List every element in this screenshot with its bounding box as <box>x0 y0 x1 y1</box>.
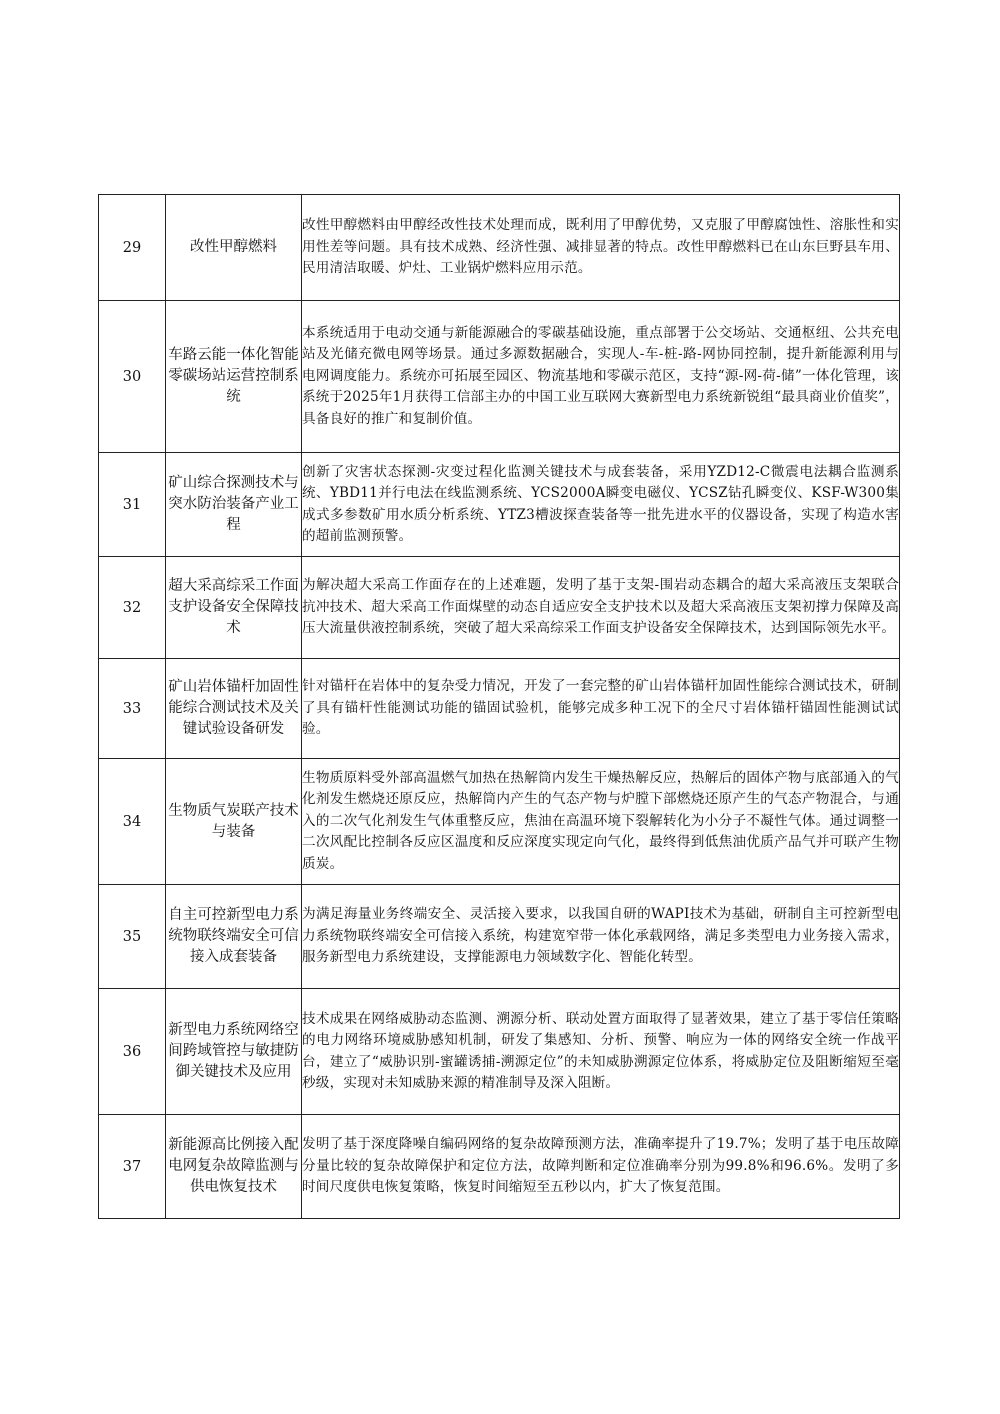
description-text: 针对锚杆在岩体中的复杂受力情况，开发了一套完整的矿山岩体锚杆加固性能综合测试技术，研制了具有锚杆性能测试功能的锚固试验机，能够完成多种工况下的全尺寸岩体锚杆锚固性能测试试验。 <box>302 678 899 738</box>
technology-name: 超大采高综采工作面支护设备安全保障技术 <box>166 557 302 659</box>
technology-table <box>98 194 900 1219</box>
technology-description <box>302 557 900 659</box>
description-text: 技术成果在网络威胁动态监测、溯源分析、联动处置方面取得了显著效果，建立了基于零信任策略的电力网络环境威胁感知机制，研发了集感知、分析、预警、响应为一体的网络安全统一作战平台，建立了“威胁识别-蜜罐诱捕-溯源定位”的未知威胁溯源定位体系，将威胁定位及阻断缩短至毫秒级，实现对未知威胁来源的精准制导及深入阻断。 <box>302 1010 899 1091</box>
technology-description <box>302 659 900 759</box>
table-row <box>99 195 900 301</box>
description-text: 生物质原料受外部高温燃气加热在热解筒内发生干燥热解反应，热解后的固体产物与底部通入的气化剂发生燃烧还原反应，热解筒内产生的气态产物与炉膛下部燃烧还原产生的气态产物混合，与通入的二次气化剂发生气体重整反应，焦油在高温环境下裂解转化为小分子不凝性气体。通过调整一二次风配比控制各反应区温度和反应深度实现定向气化，最终得到低焦油优质产品气并可联产生物质炭。 <box>302 769 899 872</box>
row-number: 30 <box>99 301 166 453</box>
technology-description <box>302 759 900 885</box>
description-text: 创新了灾害状态探测-灾变过程化监测关键技术与成套装备，采用YZD12-C微震电法耦合监测系统、YBD11并行电法在线监测系统、YCS2000A瞬变电磁仪、YCSZ钻孔瞬变仪、KSF-W300集成式多参数矿用水质分析系统、YTZ3槽波探查装备等一批先进水平的仪器设备，实现了构造水害的超前监测预警。 <box>302 463 899 544</box>
row-number: 31 <box>99 453 166 557</box>
row-number: 33 <box>99 659 166 759</box>
technology-name: 新能源高比例接入配电网复杂故障监测与供电恢复技术 <box>166 1115 302 1219</box>
technology-name: 新型电力系统网络空间跨域管控与敏捷防御关键技术及应用 <box>166 989 302 1115</box>
technology-description <box>302 453 900 557</box>
technology-name: 自主可控新型电力系统物联终端安全可信接入成套装备 <box>166 885 302 989</box>
row-number: 29 <box>99 195 166 301</box>
table-row <box>99 453 900 557</box>
technology-description <box>302 989 900 1115</box>
description-text: 为解决超大采高工作面存在的上述难题，发明了基于支架-围岩动态耦合的超大采高液压支架联合抗冲技术、超大采高工作面煤壁的动态自适应安全支护技术以及超大采高液压支架初撑力保障及高压大流量供液控制系统，突破了超大采高综采工作面支护设备安全保障技术，达到国际领先水平。 <box>302 577 899 637</box>
row-number: 37 <box>99 1115 166 1219</box>
technology-description <box>302 195 900 301</box>
table-row <box>99 1115 900 1219</box>
technology-description <box>302 301 900 453</box>
technology-name: 改性甲醇燃料 <box>166 195 302 301</box>
table-row <box>99 885 900 989</box>
technology-description <box>302 1115 900 1219</box>
description-text: 本系统适用于电动交通与新能源融合的零碳基础设施，重点部署于公交场站、交通枢纽、公共充电站及光储充微电网等场景。通过多源数据融合，实现人-车-桩-路-网协同控制，提升新能源利用与电网调度能力。系统亦可拓展至园区、物流基地和零碳示范区，支持“源-网-荷-储”一体化管理，该系统于2025年1月获得工信部主办的中国工业互联网大赛新型电力系统新锐组“最具商业价值奖”，具备良好的推广和复制价值。 <box>302 324 899 427</box>
table-row <box>99 557 900 659</box>
technology-name: 矿山岩体锚杆加固性能综合测试技术及关键试验设备研发 <box>166 659 302 759</box>
table-row <box>99 301 900 453</box>
row-number: 32 <box>99 557 166 659</box>
table-row <box>99 989 900 1115</box>
technology-name: 矿山综合探测技术与突水防治装备产业工程 <box>166 453 302 557</box>
description-text: 发明了基于深度降噪自编码网络的复杂故障预测方法，准确率提升了19.7%；发明了基于电压故障分量比较的复杂故障保护和定位方法，故障判断和定位准确率分别为99.8%和96.6%。发明了多时间尺度供电恢复策略，恢复时间缩短至五秒以内，扩大了恢复范围。 <box>302 1136 899 1196</box>
description-text: 改性甲醇燃料由甲醇经改性技术处理而成，既利用了甲醇优势，又克服了甲醇腐蚀性、溶胀性和实用性差等问题。具有技术成熟、经济性强、减排显著的特点。改性甲醇燃料已在山东巨野县车用、民用清洁取暖、炉灶、工业锅炉燃料应用示范。 <box>302 217 899 277</box>
row-number: 34 <box>99 759 166 885</box>
row-number: 36 <box>99 989 166 1115</box>
table-row <box>99 759 900 885</box>
description-text: 为满足海量业务终端安全、灵活接入要求，以我国自研的WAPI技术为基础，研制自主可控新型电力系统物联终端安全可信接入系统，构建宽窄带一体化承载网络，满足多类型电力业务接入需求，服务新型电力系统建设，支撑能源电力领域数字化、智能化转型。 <box>302 906 899 966</box>
technology-description <box>302 885 900 989</box>
technology-name: 车路云能一体化智能零碳场站运营控制系统 <box>166 301 302 453</box>
row-number: 35 <box>99 885 166 989</box>
technology-name: 生物质气炭联产技术与装备 <box>166 759 302 885</box>
table-row <box>99 659 900 759</box>
